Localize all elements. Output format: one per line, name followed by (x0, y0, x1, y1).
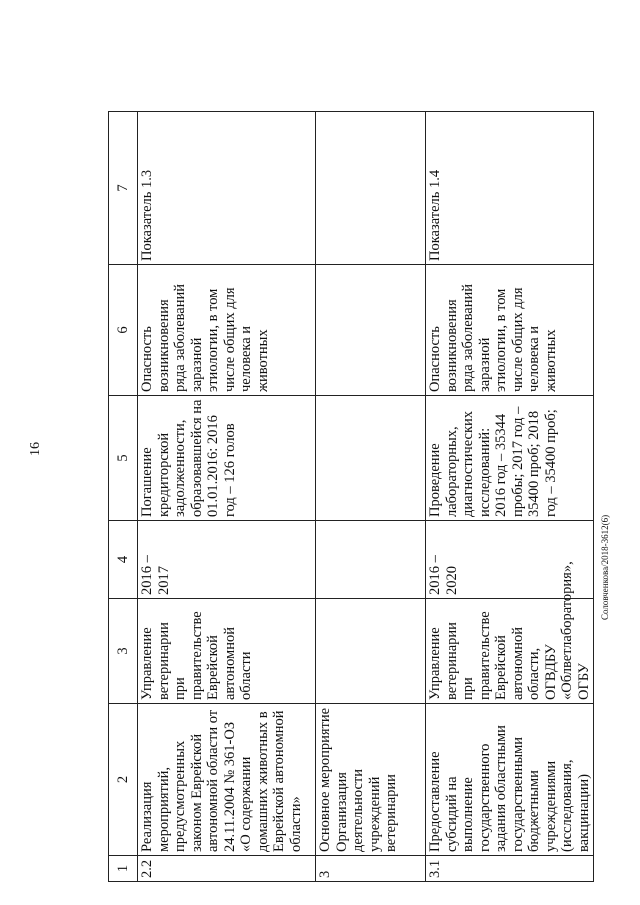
header-cell: 5 (109, 396, 138, 521)
table-row (426, 112, 594, 882)
period: 2016 – 2017 (138, 521, 316, 599)
consequence (316, 265, 426, 396)
measure-name: Основное мероприятие Организация деятельности учреждений ветеринарии (316, 704, 426, 856)
header-cell: 2 (109, 704, 138, 856)
indicator: Показатель 1.4 (426, 112, 594, 265)
indicator (316, 112, 426, 265)
executor (316, 599, 426, 704)
consequence: Опасность возникновения ряда заболеваний заразной этиологии, в том числе общих для человека и животных (426, 265, 594, 396)
indicator: Показатель 1.3 (138, 112, 316, 265)
executor: Управление ветеринарии при правительстве Еврейской автономной области (138, 599, 316, 704)
row-number: 2.2 (138, 856, 316, 882)
footer-code: Соловченкова/2018-3612(6) (600, 514, 610, 620)
consequence: Опасность возникновения ряда заболеваний заразной этиологии, в том числе общих для человека и животных (138, 265, 316, 396)
row-number: 3.1 (426, 856, 594, 882)
header-cell: 4 (109, 521, 138, 599)
row-number: 3 (316, 856, 426, 882)
measure-name: Реализация мероприятий, предусмотренных законом Еврейской автономной области от 24.11.2004 № 361-ОЗ «О содержании домашних животных в Еврейской автономной области» (138, 704, 316, 856)
table-container (108, 112, 592, 882)
header-cell: 6 (109, 265, 138, 396)
header-cell: 1 (109, 856, 138, 882)
expected-result: Проведение лабораторных, диагностических исследований: 2016 год – 35344 пробы; 2017 год – 35400 проб; 2018 год – 35400 проб; (426, 396, 594, 521)
expected-result (316, 396, 426, 521)
header-cell: 7 (109, 112, 138, 265)
page-number: 16 (28, 442, 43, 456)
measures-table (108, 111, 594, 882)
header-row (109, 112, 138, 882)
header-cell: 3 (109, 599, 138, 704)
table-row (316, 112, 426, 882)
table-row (138, 112, 316, 882)
executor: Управление ветеринарии при правительстве Еврейской автономной области, ОГВДБУ «Облветлаборатория», ОГБУ (426, 599, 594, 704)
measure-name: Предоставление субсидий на выполнение государственного задания областными государственными бюджетными учреждениями (исследования, вакцинации) (426, 704, 594, 856)
period: 2016 – 2020 (426, 521, 594, 599)
period (316, 521, 426, 599)
expected-result: Погашение кредиторской задолженности, образовавшейся на 01.01.2016: 2016 год – 126 голов (138, 396, 316, 521)
